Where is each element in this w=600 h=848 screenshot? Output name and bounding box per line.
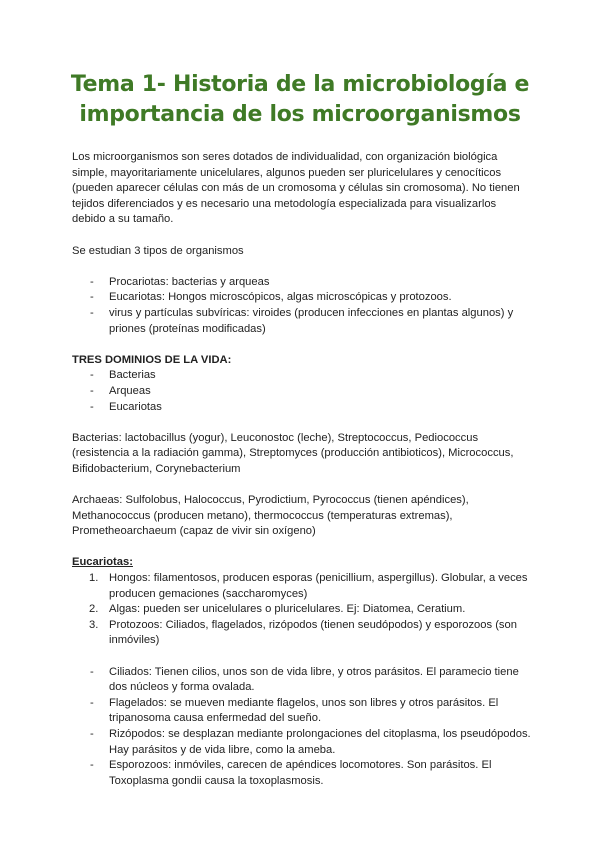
list-item-text: Hongos: filamentosos, producen esporas (penicillium, aspergillus). Globular, a veces producen gemaciones (saccharomyces): [109, 572, 528, 600]
title-line-2: importancia de los microorganismos: [79, 102, 521, 127]
intro-paragraph: Los microorganismos son seres dotados de individualidad, con organización biológica simple, mayoritariamente unicelulares, algunos pueden ser pluricelulares y cenocíticos (pueden aparecer células con más de un cromosoma y células sin cromosoma). No tienen tejidos diferenciados y es necesario una metodología especializada para visualizarlos debido a su tamaño.: [72, 151, 520, 226]
list-item: - Esporozoos: inmóviles, carecen de apéndices locomotores. Son parásitos. El Toxoplasma gondii causa la toxoplasmosis.: [72, 758, 532, 789]
document-body: [72, 150, 532, 789]
bacterias-paragraph: Bacterias: lactobacillus (yogur), Leuconostoc (leche), Streptococcus, Pediococcus (resistencia a la radiación gamma), Streptomyces (producción antibioticos), Micrococcus, Bifidobacterium, Corynebacterium: [72, 431, 514, 475]
protozoos-list: [72, 665, 532, 790]
list-item: [72, 618, 532, 649]
list-item: - Ciliados: Tienen cilios, unos son de vida libre, y otros parásitos. El paramecio tiene dos núcleos y forma ovalada.: [72, 665, 532, 696]
page-title: [40, 70, 560, 130]
list-item: [72, 571, 532, 602]
list-item-text: Protozoos: Ciliados, flagelados, rizópodos (tienen seudópodos) y esporozoos (son inmóviles): [109, 618, 517, 647]
list-item: [72, 602, 532, 618]
list-item: - Rizópodos: se desplazan mediante prolongaciones del citoplasma, los pseudópodos. Hay parásitos y de vida libre, como la ameba.: [72, 727, 532, 758]
list-item: - Eucariotas: Hongos microscópicos, algas microscópicas y protozoos.: [72, 290, 532, 306]
list-item: - Flagelados: se mueven mediante flagelos, unos son libres y otros parásitos. El tripanosoma causa enfermedad del sueño.: [72, 696, 532, 727]
domains-heading: TRES DOMINIOS DE LA VIDA:: [72, 353, 232, 366]
list-item: - virus y partículas subvíricas: viroides (producen infecciones en plantas algunos) y priones (proteínas modificadas): [72, 306, 532, 337]
list-item: - Eucariotas: [72, 400, 532, 416]
archaeas-paragraph: Archaeas: Sulfolobus, Halococcus, Pyrodictium, Pyrococcus (tienen apéndices), Methanococcus (producen metano), thermococcus (temperaturas extremas), Prometheoarchaeum (capaz de vivir sin oxígeno): [72, 494, 469, 538]
eucariotas-numbered-list: [72, 571, 532, 649]
eucariotas-heading: Eucariotas:: [72, 556, 133, 569]
title-line-1: Tema 1- Historia de la microbiología e: [70, 72, 530, 97]
list-marker: 2.: [89, 603, 99, 616]
domains-list: [72, 368, 532, 415]
organism-types-list: [72, 275, 532, 337]
list-item: - Arqueas: [72, 384, 532, 400]
list-marker: 1.: [89, 572, 99, 585]
list-marker: 3.: [89, 618, 99, 631]
list-item: - Bacterias: [72, 368, 532, 384]
types-intro: Se estudian 3 tipos de organismos: [72, 244, 244, 257]
list-item: - Procariotas: bacterias y arqueas: [72, 275, 532, 291]
list-item-text: Algas: pueden ser unicelulares o pluricelulares. Ej: Diatomea, Ceratium.: [109, 603, 466, 616]
